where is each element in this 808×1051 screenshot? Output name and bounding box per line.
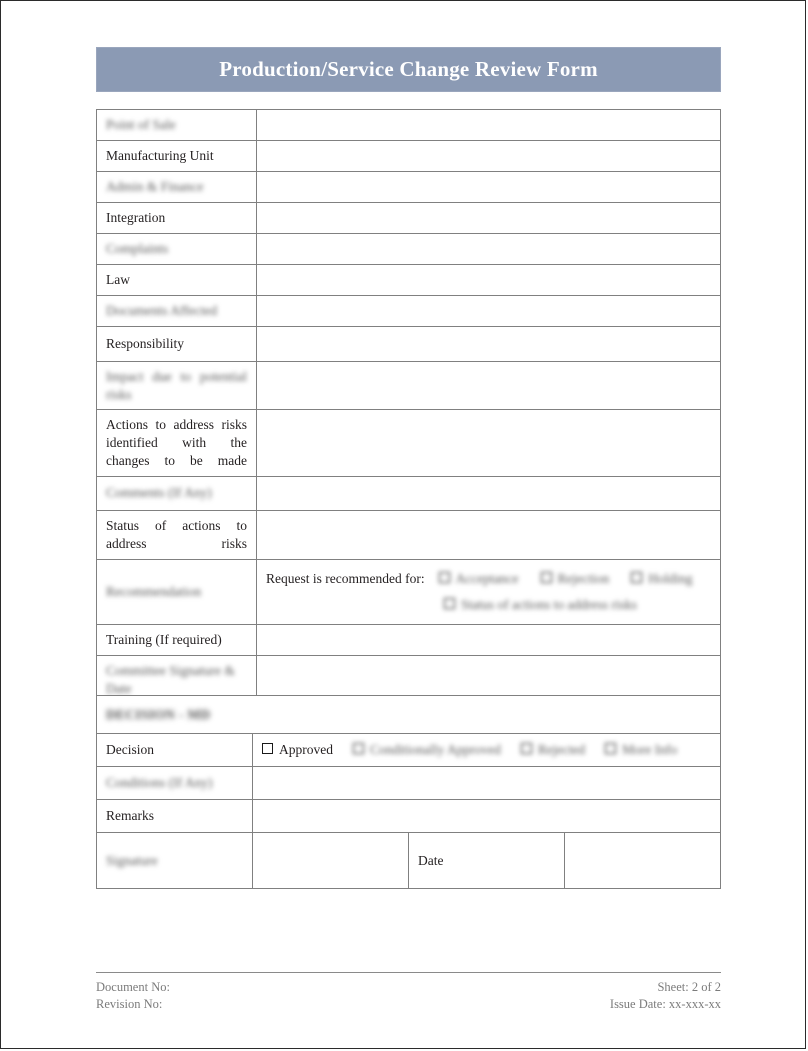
table-row (97, 326, 721, 361)
row-label-responsibility (97, 326, 257, 361)
label-text: Status of actions to address risks (106, 517, 247, 551)
table-row (97, 510, 721, 559)
label-text: Committee Signature & Date (106, 663, 235, 696)
label-text: Complaints (106, 240, 169, 256)
checkbox-icon[interactable] (262, 743, 273, 754)
row-label-integration (97, 202, 257, 233)
decision-table (96, 695, 721, 889)
signature-row (97, 833, 721, 889)
row-value-point-of-sale[interactable] (257, 110, 721, 141)
checkbox-option-rejected[interactable] (521, 741, 585, 759)
label-text: Documents Affected (106, 302, 218, 318)
label-text: Comments (If Any) (106, 485, 212, 501)
checkbox-label: Approved (279, 742, 333, 758)
label-text: Conditions (If Any) (106, 775, 213, 791)
row-label-impact-due-to-potential-risks (97, 361, 257, 410)
decision-section-header-text: DECISION - MD (106, 706, 211, 722)
footer-document-no: Document No: (96, 980, 170, 994)
row-label-status-of-actions-to-address-risks (97, 510, 257, 559)
row-value-documents-affected[interactable] (257, 295, 721, 326)
checkbox-option-conditionally-approved[interactable] (353, 741, 501, 759)
row-value-conditions-if-any[interactable] (253, 767, 721, 800)
row-value-impact-due-to-potential-risks[interactable] (257, 361, 721, 410)
table-row (97, 140, 721, 171)
row-value-recommendation[interactable] (257, 559, 721, 625)
table-row (97, 361, 721, 410)
checkbox-option-acceptance[interactable] (439, 570, 519, 588)
date-label-text: Date (418, 852, 444, 868)
checkbox-icon[interactable] (353, 743, 364, 754)
recommendation-lead-text: Request is recommended for: (266, 570, 425, 586)
label-text: Signature (106, 852, 158, 868)
label-text: Remarks (106, 808, 154, 824)
checkbox-option-holding[interactable] (631, 570, 692, 588)
recommendation-options-row (266, 570, 711, 588)
checkbox-icon[interactable] (439, 572, 450, 583)
decision-section-header (97, 696, 721, 734)
footer-right (610, 979, 721, 1012)
row-label-comments-if-any (97, 476, 257, 510)
checkbox-option-approved[interactable] (262, 741, 333, 759)
footer-revision-no: Revision No: (96, 996, 163, 1011)
label-text: Actions to address risks identified with the changes to be made (106, 417, 247, 469)
checkbox-label: Holding (648, 570, 693, 586)
label-text: Decision (106, 742, 154, 758)
row-label-admin-finance (97, 171, 257, 202)
checkbox-label: More Info (622, 742, 678, 758)
row-label-recommendation (97, 559, 257, 625)
date-label-cell (409, 833, 565, 889)
table-row (97, 410, 721, 476)
checkbox-option-status-of-actions-to-address-risks[interactable] (444, 596, 637, 614)
footer-issue-date: Issue Date: xx-xxx-xx (609, 996, 721, 1011)
row-value-admin-finance[interactable] (257, 171, 721, 202)
row-label-decision (97, 734, 253, 767)
form-title-banner (96, 47, 721, 92)
table-row (97, 202, 721, 233)
checkbox-label: Acceptance (455, 570, 519, 586)
page-footer (96, 972, 721, 1012)
row-value-actions-to-address-risks-identified-with-the-c[interactable] (257, 410, 721, 476)
table-row (97, 264, 721, 295)
row-label-actions-to-address-risks-identified-with-the-c (97, 410, 257, 476)
signature-value-field[interactable] (253, 833, 409, 889)
checkbox-label: Conditionally Approved (370, 742, 501, 758)
label-text: Impact due to potential risks (106, 368, 247, 402)
row-value-training-if-required[interactable] (257, 625, 721, 656)
checkbox-icon[interactable] (521, 743, 532, 754)
checkbox-icon[interactable] (605, 743, 616, 754)
recommendation-second-row (266, 596, 711, 614)
label-text: Point of Sale (106, 117, 176, 132)
checkbox-label: Rejection (557, 570, 610, 586)
footer-left (96, 979, 170, 1012)
label-text: Admin & Finance (106, 178, 204, 194)
checkbox-icon[interactable] (444, 598, 455, 609)
row-label-documents-affected (97, 295, 257, 326)
label-text: Law (106, 271, 130, 287)
table-row (97, 295, 721, 326)
table-row (97, 625, 721, 656)
row-label-complaints (97, 233, 257, 264)
row-label-manufacturing-unit (97, 140, 257, 171)
table-row (97, 476, 721, 510)
row-value-remarks[interactable] (253, 800, 721, 833)
footer-sheet-number: Sheet: 2 of 2 (657, 980, 721, 994)
date-value-field[interactable] (565, 833, 721, 889)
row-value-complaints[interactable] (257, 233, 721, 264)
row-value-status-of-actions-to-address-risks[interactable] (257, 510, 721, 559)
table-row (97, 767, 721, 800)
label-text: Manufacturing Unit (106, 147, 214, 163)
row-value-law[interactable] (257, 264, 721, 295)
checkbox-icon[interactable] (631, 572, 642, 583)
decision-options-row (97, 734, 721, 767)
row-value-comments-if-any[interactable] (257, 476, 721, 510)
row-label-law (97, 264, 257, 295)
row-label-conditions-if-any (97, 767, 253, 800)
page-title: Production/Service Change Review Form (219, 56, 598, 81)
row-label-signature (97, 833, 253, 889)
table-row (97, 233, 721, 264)
checkbox-label: Status of actions to address risks (461, 597, 637, 613)
checkbox-icon[interactable] (541, 572, 552, 583)
decision-section-header-row (97, 696, 721, 734)
table-row (97, 800, 721, 833)
decision-options-list (262, 741, 711, 759)
change-review-table (96, 109, 721, 705)
table-row (97, 171, 721, 202)
row-label-training-if-required (97, 625, 257, 656)
label-text: Integration (106, 209, 166, 225)
checkbox-label: Rejected (537, 742, 586, 758)
label-text: Responsibility (106, 335, 185, 351)
row-value-responsibility[interactable] (257, 326, 721, 361)
table-row (97, 110, 721, 141)
label-text: Recommendation (106, 583, 202, 599)
table-row (97, 559, 721, 625)
checkbox-option-more-info[interactable] (605, 741, 677, 759)
row-value-integration[interactable] (257, 202, 721, 233)
label-text: Training (If required) (106, 632, 222, 648)
row-label-remarks (97, 800, 253, 833)
decision-options-cell[interactable] (253, 734, 721, 767)
row-value-manufacturing-unit[interactable] (257, 140, 721, 171)
checkbox-option-rejection[interactable] (541, 570, 610, 588)
row-label-point-of-sale (97, 110, 257, 141)
